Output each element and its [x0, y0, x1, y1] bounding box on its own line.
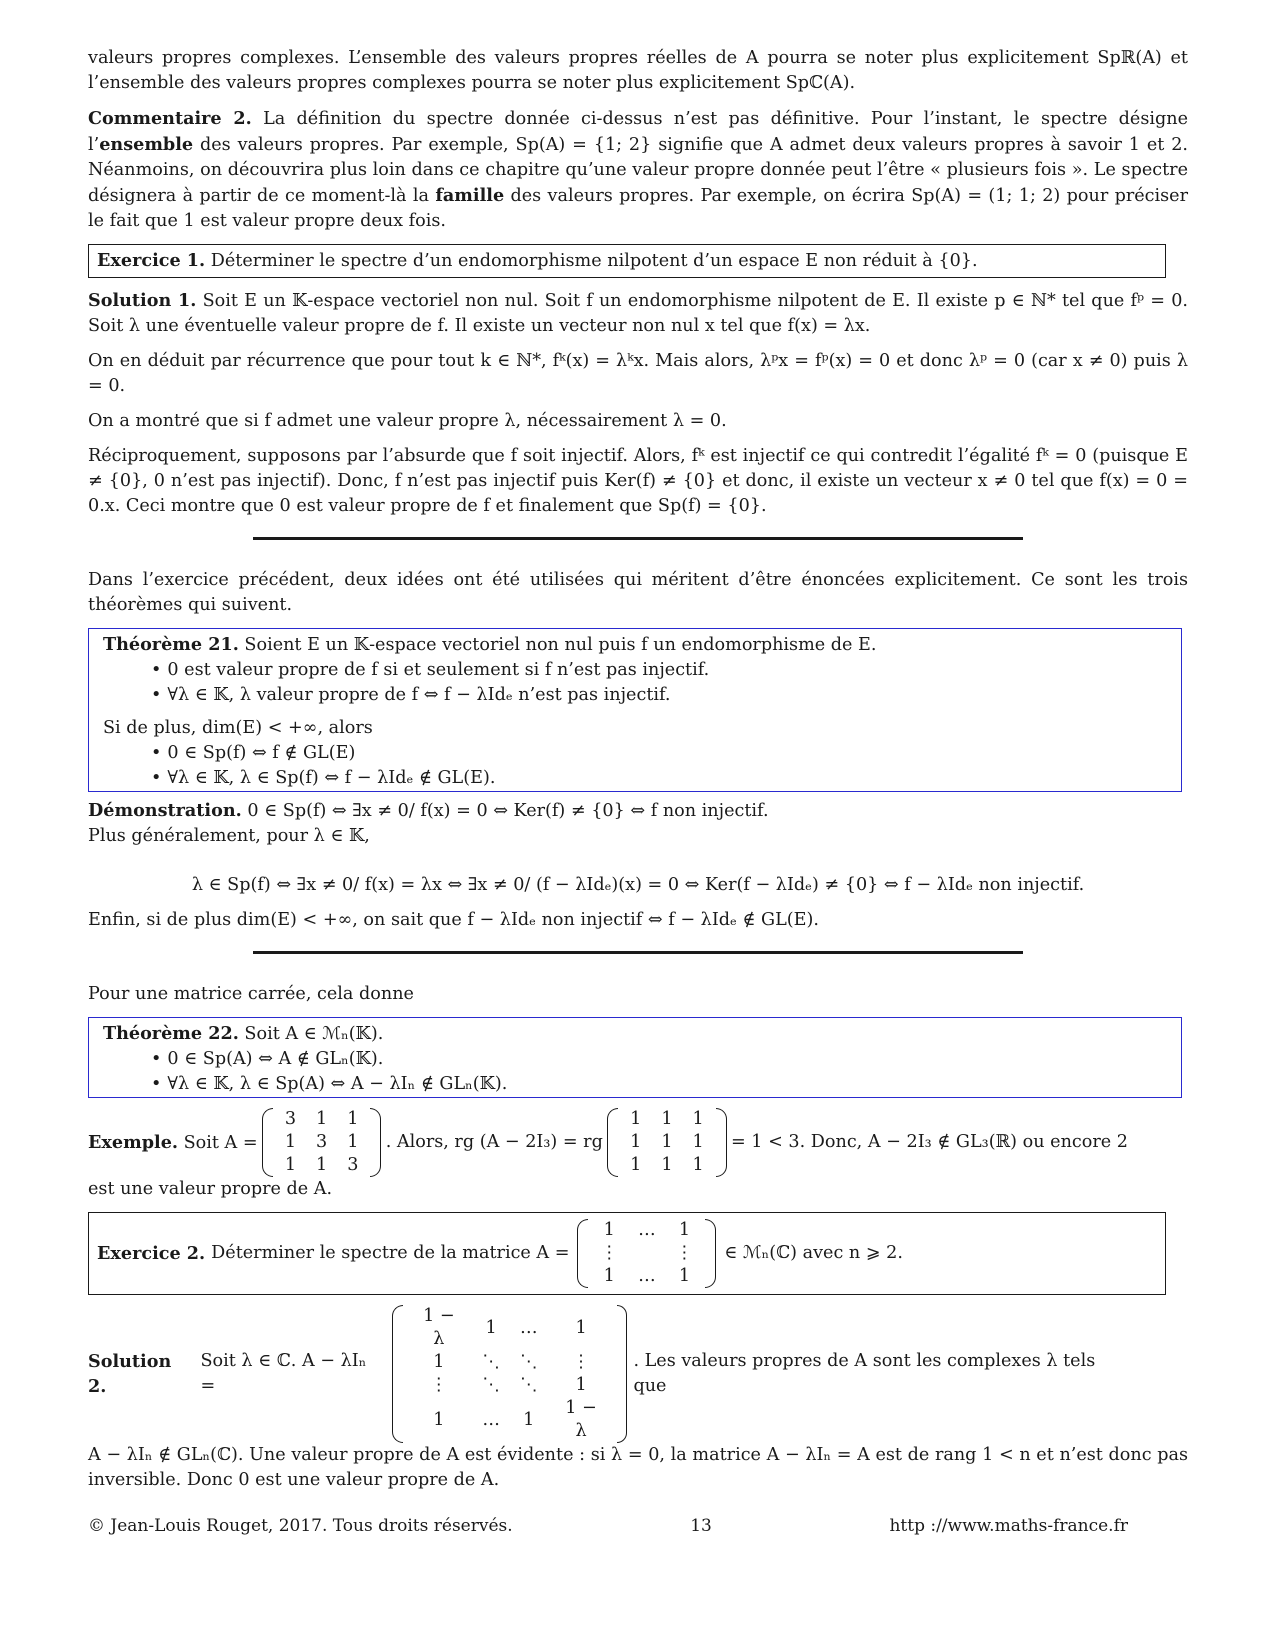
- matrix-cell: …: [519, 1317, 538, 1338]
- comment-text-b: des valeurs propres. Par exemple, Sp(A) = {1; 2} signifie que A admet deux valeurs propres à savoir 1 et 2. Néanmoins, on découvrira plus loin dans ce chapitre qu’une valeur propre donnée peut l’être « plusieurs fois ». Le spectre désignera à partir de ce moment-là la: [88, 135, 1188, 206]
- matrix-cell: 3: [284, 1109, 297, 1129]
- matrix-cell: ⋱: [519, 1375, 538, 1395]
- list-item: • 0 ∈ Sp(f) ⇔ f ∉ GL(E): [151, 741, 1173, 766]
- matrix-cell: 1: [692, 1155, 704, 1175]
- matrix-cell: 1: [630, 1132, 642, 1152]
- theorem-21-statement: [103, 632, 1173, 658]
- solution-1-label: Solution 1.: [88, 290, 197, 311]
- comment-bold-b: famille: [435, 185, 505, 206]
- demonstration-label: Démonstration.: [88, 800, 242, 821]
- solution-2-block: [88, 1305, 1188, 1493]
- matrix-cell: 1: [603, 1266, 615, 1286]
- comment-text-c: des valeurs propres. Par exemple, on écrira Sp(A) = (1; 1; 2) pour préciser le fait que 1 est valeur propre deux fois.: [88, 186, 1188, 231]
- matrix-cell: 1: [284, 1155, 297, 1175]
- matrix-cell: 3: [347, 1155, 359, 1175]
- transition-paragraph: Dans l’exercice précédent, deux idées ont été utilisées qui méritent d’être énoncées explicitement. Ce sont les trois théorèmes qui suivent.: [88, 570, 1188, 615]
- matrix-cell: 1: [433, 1352, 445, 1372]
- solution-1-p1: [88, 288, 1188, 339]
- solution-2-label: Solution 2.: [88, 1351, 172, 1397]
- list-item: • 0 ∈ Sp(A) ⇔ A ∉ GLₙ(𝕂).: [151, 1047, 1173, 1072]
- theorem-22-list: [151, 1047, 1173, 1097]
- example-mid: . Alors, rg (A − 2I₃) = rg: [385, 1132, 603, 1152]
- theorem-22-statement: [103, 1021, 1173, 1047]
- matrix-cell: 1: [316, 1109, 328, 1129]
- matrix-cell: 1: [575, 1317, 587, 1338]
- theorem-21-list-1: [151, 658, 1173, 708]
- matrix-cell: 1: [284, 1132, 297, 1152]
- matrix-cell: …: [638, 1220, 656, 1240]
- matrix-cell: 1: [630, 1155, 642, 1175]
- site-url[interactable]: http ://www.maths-france.fr: [889, 1516, 1128, 1536]
- demonstration-equation: λ ∈ Sp(f) ⇔ ∃x ≠ 0/ f(x) = λx ⇔ ∃x ≠ 0/ (f − λIdₑ)(x) = 0 ⇔ Ker(f − λIdₑ) ≠ {0} ⇔ f − λIdₑ non injectif.: [191, 875, 1085, 895]
- example-label: Exemple.: [88, 1131, 179, 1153]
- section-divider: [253, 951, 1023, 954]
- matrix-cell: 1: [485, 1317, 497, 1338]
- matrix-cell: 1: [433, 1409, 445, 1430]
- solution-2-post: . Les valeurs propres de A sont les complexes λ tels que: [633, 1351, 1096, 1396]
- theorem-22-box: [88, 1017, 1182, 1098]
- exercise-2-post: ∈ ℳₙ(ℂ) avec n ⩾ 2.: [724, 1243, 903, 1263]
- matrix-a-minus-lambda-i: [392, 1305, 627, 1443]
- list-item: • 0 est valeur propre de f si et seulement si f n’est pas injectif.: [151, 658, 1173, 683]
- solution-1-p2: On en déduit par récurrence que pour tout k ∈ ℕ*, fᵏ(x) = λᵏx. Mais alors, λᵖx = fᵖ(x) = 0 et donc λᵖ = 0 (car x ≠ 0) puis λ = 0.: [88, 351, 1188, 396]
- matrix-cell: ⋱: [519, 1352, 538, 1372]
- example-tail: est une valeur propre de A.: [88, 1179, 333, 1199]
- example-block: [88, 1108, 1188, 1202]
- matrix-cell: [628, 1242, 666, 1265]
- comment-paragraph: [88, 106, 1188, 234]
- matrix-cell: 1: [347, 1132, 359, 1152]
- example-post: = 1 < 3. Donc, A − 2I₃ ∉ GL₃(ℝ) ou encore 2: [730, 1132, 1128, 1152]
- page-number: 13: [690, 1516, 712, 1536]
- theorem-21-label: Théorème 21.: [103, 634, 239, 655]
- exercise-1-text: Déterminer le spectre d’un endomorphisme nilpotent d’un espace E non réduit à {0}.: [210, 251, 978, 271]
- exercise-1-label: Exercice 1.: [97, 250, 206, 271]
- matrix-cell: 1: [692, 1132, 704, 1152]
- matrix-cell: ⋮: [430, 1375, 448, 1395]
- list-item: • ∀λ ∈ 𝕂, λ valeur propre de f ⇔ f − λIdₑ n’est pas injectif.: [151, 683, 1173, 708]
- matrix-cell: 3: [316, 1132, 328, 1152]
- theorem-21-list-2: [151, 741, 1173, 791]
- solution-1-text: Soit E un 𝕂-espace vectoriel non nul. Soit f un endomorphisme nilpotent de E. Il existe p ∈ ℕ* tel que fᵖ = 0. Soit λ une éventuelle valeur propre de f. Il existe un vecteur non nul x tel que f(x) = λx.: [88, 291, 1189, 336]
- matrix-cell: 1: [630, 1109, 642, 1129]
- matrix-cell: ⋮: [600, 1243, 619, 1263]
- comment-bold-a: ensemble: [99, 134, 194, 155]
- matrix-cell: 1: [692, 1109, 704, 1129]
- list-item: • ∀λ ∈ 𝕂, λ ∈ Sp(f) ⇔ f − λIdₑ ∉ GL(E).: [151, 766, 1173, 791]
- comment-text-a: La définition du spectre donnée ci-dessus n’est pas définitive. Pour l’instant, le spectre désigne l’: [88, 109, 1189, 155]
- demonstration-block: [88, 798, 1188, 933]
- square-matrix-intro: Pour une matrice carrée, cela donne: [88, 984, 414, 1004]
- solution-1-p4: Réciproquement, supposons par l’absurde que f soit injectif. Alors, fᵏ est injectif ce qui contredit l’égalité fᵏ = 0 (puisque E ≠ {0}, 0 n’est pas injectif). Donc, f n’est pas injectif puis Ker(f) ≠ {0} et donc, il existe un vecteur x ≠ 0 tel que f(x) = 0 = 0.x. Ceci montre que 0 est valeur propre de f et finalement que Sp(f) = {0}.: [88, 446, 1188, 516]
- exercise-2-text: Déterminer le spectre de la matrice A =: [211, 1243, 570, 1263]
- section-divider: [253, 537, 1023, 540]
- matrix-cell: 1: [678, 1220, 691, 1240]
- comment-label: Commentaire 2.: [88, 108, 252, 129]
- matrix-cell: 1: [316, 1155, 328, 1175]
- theorem-21-box: [88, 628, 1182, 792]
- demonstration-line-3: Enfin, si de plus dim(E) < +∞, on sait que f − λIdₑ non injectif ⇔ f − λIdₑ ∉ GL(E).: [88, 910, 819, 930]
- matrix-cell: ⋱: [482, 1375, 500, 1395]
- demonstration-line-1: [88, 798, 1188, 824]
- exercise-1-box: [88, 244, 1166, 278]
- matrix-cell: 1: [575, 1375, 587, 1395]
- intro-paragraph: valeurs propres complexes. L’ensemble des valeurs propres réelles de A pourra se noter plus explicitement Spℝ(A) et l’ensemble des valeurs propres complexes pourra se noter plus explicitement Spℂ(A).: [88, 48, 1188, 93]
- list-item: • ∀λ ∈ 𝕂, λ ∈ Sp(A) ⇔ A − λIₙ ∉ GLₙ(𝕂).: [151, 1072, 1173, 1097]
- matrix-cell: 1 − λ: [423, 1306, 455, 1349]
- exercise-2-label: Exercice 2.: [97, 1243, 206, 1264]
- matrix-cell: 1: [603, 1220, 615, 1240]
- matrix-cell: ⋮: [572, 1352, 590, 1372]
- matrix-a: [262, 1108, 382, 1177]
- matrix-cell: …: [482, 1409, 500, 1430]
- solution-1-p3: On a montré que si f admet une valeur propre λ, nécessairement λ = 0.: [88, 411, 727, 431]
- matrix-cell: ⋮: [675, 1243, 694, 1263]
- copyright: © Jean-Louis Rouget, 2017. Tous droits réservés.: [88, 1516, 513, 1536]
- matrix-cell: 1 − λ: [565, 1398, 597, 1441]
- page-footer: [88, 1516, 1128, 1536]
- matrix-ones: [577, 1219, 716, 1288]
- matrix-cell: 1: [661, 1155, 673, 1175]
- demonstration-text: 0 ∈ Sp(f) ⇔ ∃x ≠ 0/ f(x) = 0 ⇔ Ker(f) ≠ {0} ⇔ f non injectif.: [247, 801, 769, 821]
- solution-2-tail: A − λIₙ ∉ GLₙ(ℂ). Une valeur propre de A est évidente : si λ = 0, la matrice A − λIₙ = A est de rang 1 < n et n’est donc pas inversible. Donc 0 est une valeur propre de A.: [88, 1445, 1188, 1490]
- matrix-cell: 1: [661, 1109, 673, 1129]
- theorem-22-label: Théorème 22.: [103, 1023, 239, 1044]
- demonstration-line-2: Plus généralement, pour λ ∈ 𝕂,: [88, 826, 370, 846]
- solution-2-pre: Soit λ ∈ ℂ. A − λIₙ =: [200, 1351, 367, 1396]
- matrix-cell: 1: [523, 1409, 535, 1430]
- example-pre: Soit A =: [183, 1132, 258, 1153]
- matrix-cell: 1: [678, 1266, 691, 1286]
- page-content: [88, 46, 1188, 1503]
- matrix-cell: 1: [661, 1132, 673, 1152]
- matrix-cell: 1: [347, 1109, 359, 1129]
- theorem-21-text: Soient E un 𝕂-espace vectoriel non nul puis f un endomorphisme de E.: [244, 635, 877, 655]
- matrix-cell: ⋱: [482, 1352, 500, 1372]
- theorem-21-condition: Si de plus, dim(E) < +∞, alors: [103, 718, 373, 738]
- matrix-a-minus-2i: [607, 1108, 727, 1177]
- matrix-cell: …: [638, 1266, 656, 1286]
- theorem-22-text: Soit A ∈ ℳₙ(𝕂).: [244, 1024, 384, 1044]
- exercise-2-box: [88, 1212, 1166, 1295]
